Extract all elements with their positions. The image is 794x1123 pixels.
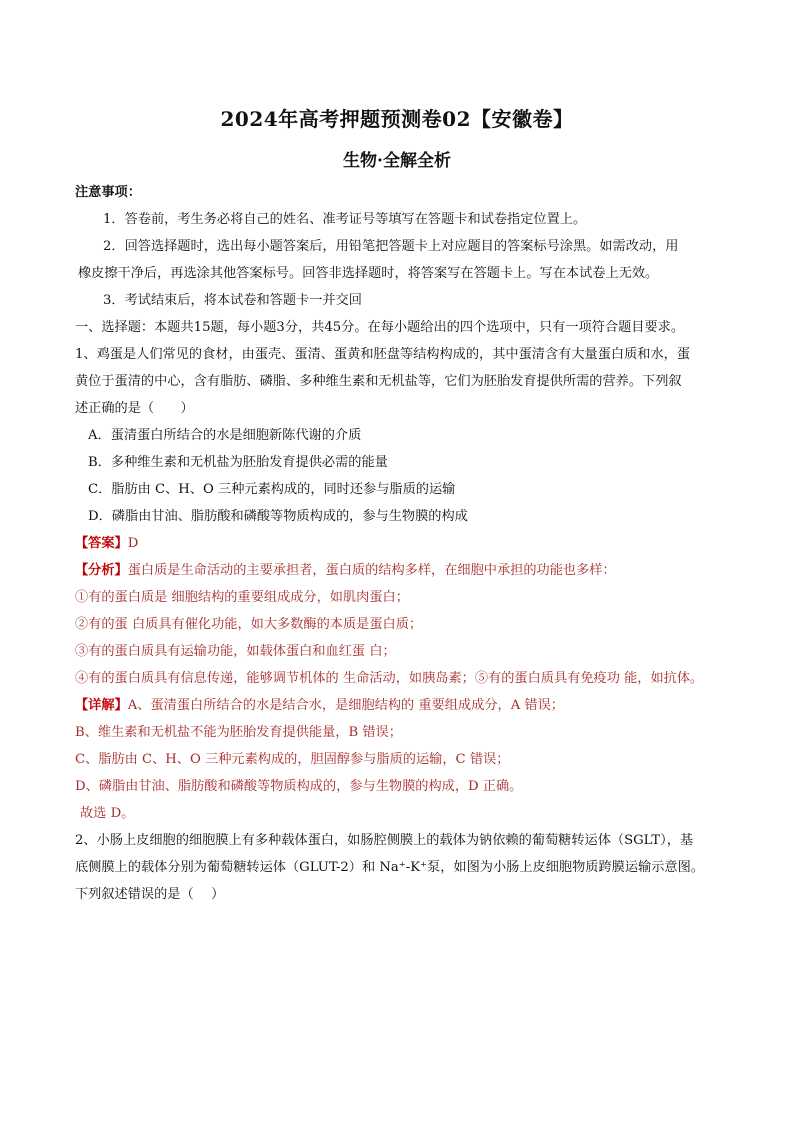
notice-heading: 注意事项： xyxy=(75,185,141,200)
question-1-option-a: A．蛋清蛋白所结合的水是细胞新陈代谢的介质 xyxy=(88,428,362,443)
question-1-stem-line-3: 述正确的是（ ） xyxy=(75,401,194,416)
page-subtitle: 生物·全解全析 xyxy=(343,151,451,171)
analysis-line-2: ①有的蛋白质是 细胞结构的重要组成成分，如肌肉蛋白； xyxy=(75,590,409,605)
question-1-option-d: D．磷脂由甘油、脂肪酸和磷酸等物质构成的，参与生物膜的构成 xyxy=(88,509,468,524)
question-1-option-b: B．多种维生素和无机盐为胚胎发育提供必需的能量 xyxy=(88,455,388,470)
analysis-line-5: ④有的蛋白质具有信息传递，能够调节机体的 生命活动，如胰岛素；⑤有的蛋白质具有免疫功 能，如抗体。 xyxy=(75,671,704,686)
detail-conclusion: 故选 D。 xyxy=(80,806,135,821)
question-2-stem-line-3: 下列叙述错误的是（ ） xyxy=(75,887,225,902)
question-1-stem-line-2: 黄位于蛋清的中心，含有脂肪、磷脂、多种维生素和无机盐等，它们为胚胎发育提供所需的营养。下列叙 xyxy=(75,374,682,389)
page-title: 2024年高考押题预测卷02【安徽卷】 xyxy=(220,107,574,131)
question-2-stem-line-2: 底侧膜上的载体分别为葡萄糖转运体（GLUT-2）和 Na⁺-K⁺泵，如图为小肠上皮细胞物质跨膜运输示意图。 xyxy=(75,860,704,875)
detail-line-3: C、脂肪由 C、H、O 三种元素构成的，胆固醇参与脂质的运输，C 错误； xyxy=(75,752,510,767)
analysis-line-1 xyxy=(75,561,725,581)
answer-value: D xyxy=(127,536,139,551)
section-heading: 一、选择题：本题共15题，每小题3分，共45分。在每小题给出的四个选项中，只有一项符合题目要求。 xyxy=(75,320,685,335)
question-2-stem-line-1: 2、小肠上皮细胞的细胞膜上有多种载体蛋白，如肠腔侧膜上的载体为钠依赖的葡萄糖转运体（SGLT），基 xyxy=(75,833,694,848)
analysis-tag: 【分析】 xyxy=(75,563,128,578)
answer-tag: 【答案】 xyxy=(75,536,128,551)
detail-text: A、蛋清蛋白所结合的水是结合水，是细胞结构的 重要组成成分，A 错误； xyxy=(127,698,564,713)
detail-line-2: B、维生素和无机盐不能为胚胎发育提供能量，B 错误； xyxy=(75,725,402,740)
answer-line xyxy=(75,534,725,554)
notice-item-3: 3．考试结束后，将本试卷和答题卡一并交回 xyxy=(103,293,362,308)
question-1-stem-line-1: 1、鸡蛋是人们常见的食材，由蛋壳、蛋清、蛋黄和胚盘等结构构成的，其中蛋清含有大量蛋白质和水，蛋 xyxy=(75,347,691,362)
detail-tag: 【详解】 xyxy=(75,698,128,713)
detail-line-1 xyxy=(75,696,725,716)
detail-line-4: D、磷脂由甘油、脂肪酸和磷酸等物质构成的，参与生物膜的构成，D 正确。 xyxy=(75,779,523,794)
notice-item-2-continued: 橡皮擦干净后，再选涂其他答案标号。回答非选择题时，将答案写在答题卡上。写在本试卷上无效。 xyxy=(78,266,659,281)
notice-item-1: 1．答卷前，考生务必将自己的姓名、准考证号等填写在答题卡和试卷指定位置上。 xyxy=(103,212,587,227)
notice-item-2: 2．回答选择题时，选出每小题答案后，用铅笔把答题卡上对应题目的答案标号涂黑。如需改动，用 xyxy=(103,239,679,254)
analysis-text: 蛋白质是生命活动的主要承担者，蛋白质的结构多样，在细胞中承担的功能也多样： xyxy=(127,563,616,578)
analysis-line-3: ②有的蛋 白质具有催化功能，如大多数酶的本质是蛋白质； xyxy=(75,617,423,632)
analysis-line-4: ③有的蛋白质具有运输功能，如载体蛋白和血红蛋 白； xyxy=(75,644,396,659)
question-1-option-c: C．脂肪由 C、H、O 三种元素构成的，同时还参与脂质的运输 xyxy=(88,482,456,497)
